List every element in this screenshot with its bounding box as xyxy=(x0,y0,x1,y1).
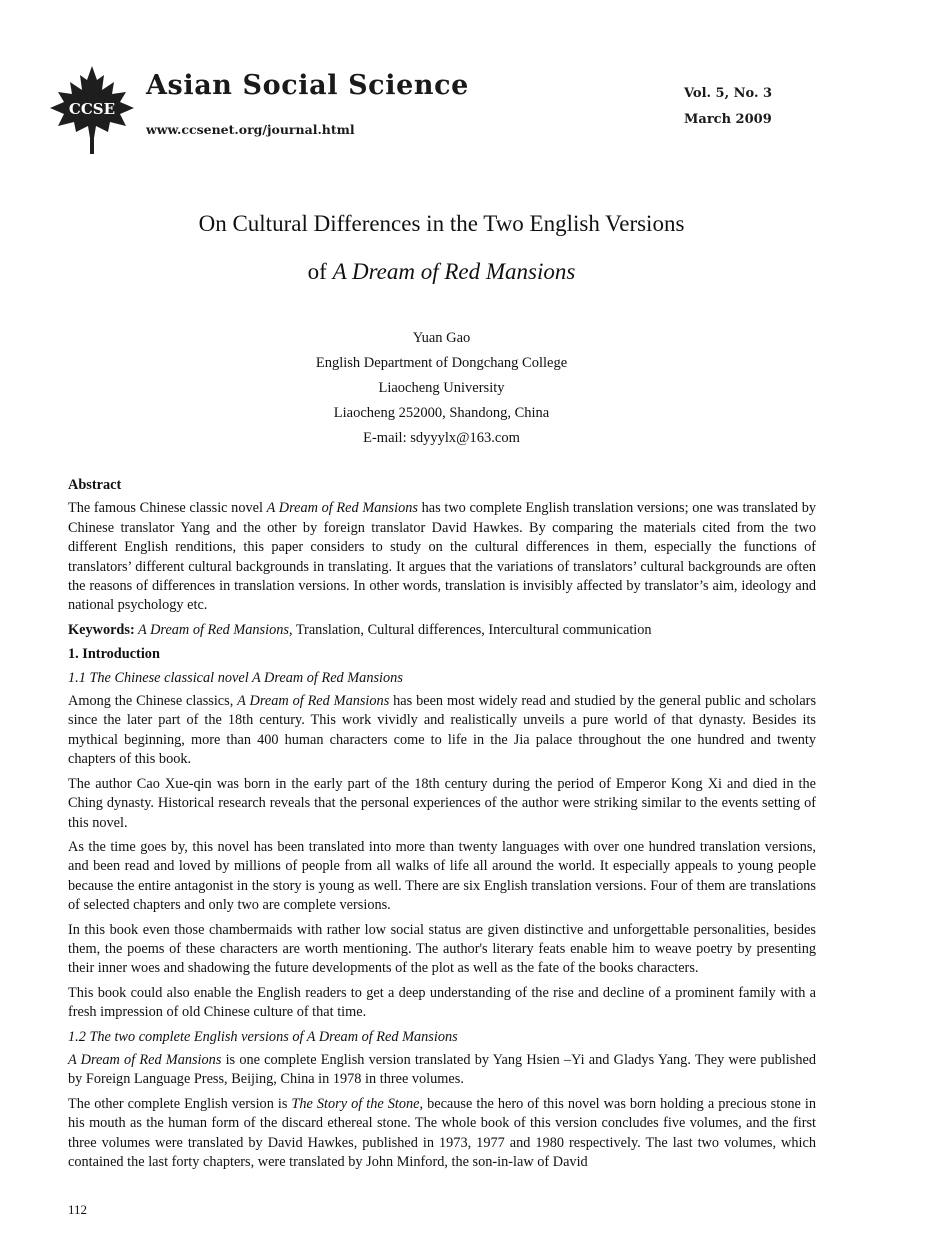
subsection-heading: 1.1 The Chinese classical novel A Dream of Red Mansions xyxy=(68,669,403,686)
italic-run: The Story of the Stone xyxy=(291,1095,420,1112)
article-body xyxy=(68,476,816,1177)
paragraph: The author Cao Xue-qin was born in the early part of the 18th century during the period of Emperor Kong Xi and died in the Ching dynasty. Historical research reveals that the personal experiences of the author were striking similar to the events setting of this novel. xyxy=(68,775,816,831)
text-run: is one complete English version translated by Yang Hsien –Yi and Gladys Yang. They were published by Foreign Language Press, Beijing, China in 1978 in three volumes. xyxy=(68,1051,816,1088)
issue-date: March 2009 xyxy=(684,112,772,127)
title-italic: A Dream of Red Mansions xyxy=(332,259,576,284)
maple-leaf-icon xyxy=(50,66,134,154)
italic-run: A Dream of Red Mansions xyxy=(237,693,390,710)
text-run: The other complete English version is xyxy=(68,1095,292,1112)
affiliation-line: English Department of Dongchang College xyxy=(315,355,568,371)
italic-run: A Dream of Red Mansions xyxy=(134,621,289,638)
page-number: 112 xyxy=(68,1202,88,1217)
journal-url[interactable]: www.ccsenet.org/journal.html xyxy=(146,122,355,137)
paragraph xyxy=(68,1095,816,1173)
text-run: has two complete English translation versions; one was translated by Chinese translator Yang and the other by foreign translator David Hawkes. By comparing the materials cited from the two different English renditions, this paper considers to study on the cultural differences in them, especially the functions of translators’ different cultural backgrounds in translating. It argues that the variations of translators’ cultural backgrounds are often the reasons of differences in translation versions. In other words, translation is invisibly affected by translator’s aim, ideology and national psychology etc. xyxy=(68,500,816,614)
text-run: has been most widely read and studied by the general public and scholars since the later part of the 18th century. This work vividly and realistically unveils a pure world of that dynasty. Besides its mythical beginning, more than 400 human characters come to life in the Jia palace throughout the one hundred and twenty chapters of this book. xyxy=(68,693,817,768)
logo-text: CCSE xyxy=(68,100,116,118)
article-title-line2 xyxy=(0,259,883,285)
subsection-heading: 1.2 The two complete English versions of A Dream of Red Mansions xyxy=(68,1028,458,1045)
abstract-heading: Abstract xyxy=(68,477,122,493)
text-run: Among the Chinese classics, xyxy=(68,693,238,710)
volume-issue: Vol. 5, No. 3 xyxy=(684,86,773,101)
ccse-logo xyxy=(50,66,134,154)
italic-run: A Dream of Red Mansions xyxy=(266,500,418,517)
affiliation-line: Liaocheng 252000, Shandong, China xyxy=(333,405,550,421)
keywords-label: Keywords: xyxy=(68,621,135,638)
journal-name: Asian Social Science xyxy=(146,70,469,101)
section-heading: 1. Introduction xyxy=(68,646,160,663)
paragraph: This book could also enable the English readers to get a deep understanding of the rise and decline of a prominent family with a fresh impression of old Chinese culture of that time. xyxy=(68,984,816,1021)
author-email[interactable]: E-mail: sdyyylx@163.com xyxy=(363,430,520,446)
italic-run: A Dream of Red Mansions xyxy=(68,1051,222,1068)
paragraph: As the time goes by, this novel has been translated into more than twenty languages with over one hundred translation versions, and been read and loved by millions of people from all walks of life all around the world. It especially appeals to young people because the entire antagonist in the story is young as well. There are six English translation versions. Four of them are translations of selected chapters and only two are complete versions. xyxy=(68,838,816,914)
affiliation-line: Liaocheng University xyxy=(378,380,505,396)
article-title-line1: On Cultural Differences in the Two English Versions xyxy=(198,211,685,236)
abstract-paragraph xyxy=(68,499,816,615)
author-block xyxy=(0,326,883,451)
text-run: , Translation, Cultural differences, Intercultural communication xyxy=(288,621,652,638)
title-prefix: of xyxy=(307,259,333,284)
paragraph: In this book even those chambermaids with rather low social status are given distinctive and unforgettable personalities, besides them, the poems of these characters are worth mentioning. The author's literary feats enable him to weave poetry by presenting their inner woes and shadowing the future developments of the plot as well as the fate of the books characters. xyxy=(68,921,816,977)
author-name: Yuan Gao xyxy=(412,330,471,346)
keywords-line xyxy=(68,621,816,640)
text-run: , because the hero of this novel was born holding a precious stone in his mouth as the human form of the discard ethereal stone. The whole book of this version concludes five volumes, and the first three volumes were translated by David Hawkes, published in 1973, 1977 and 1980 respectively. The last two volumes, which contained the last forty chapters, were translated by John Minford, the son-in-law of David xyxy=(68,1095,816,1170)
paragraph xyxy=(68,1051,816,1090)
paragraph xyxy=(68,692,816,770)
text-run: The famous Chinese classic novel xyxy=(68,500,267,517)
